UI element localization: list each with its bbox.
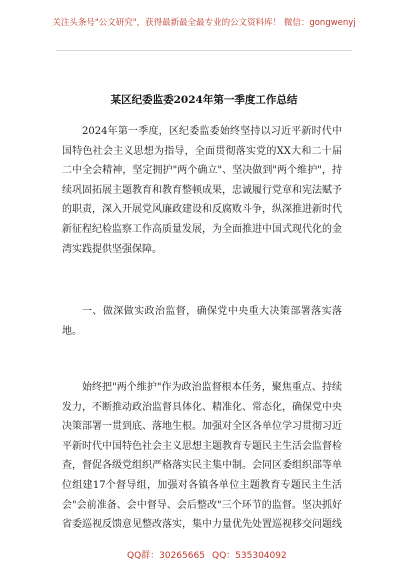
footer-contact xyxy=(0,548,408,562)
header-promo-banner: 关注头条号"公文研究"，获得最新最全最专业的公文资料库！ 微信：gongwenyj xyxy=(52,18,356,28)
paragraph-political-supervision: 始终把"两个维护"作为政治监督根本任务，聚焦重点、持续发力，不断推动政治监督具体化、精准化、常态化，确保党中央决策部署一贯到底、落地生根。加强对全区各单位学习贯彻习近平新时代中国特色社会主义思想主题教育专题民主生活会监督检查，督促各级党组织严格落实民主集中制。会同区委组织部等单位组建17个督导组，加强对各镇各单位主题教育专题民主生活会"会前准备、会中督导、会后整改"三个环节的监督。坚决抓好省委巡视反馈意见整改落实，集中力量优先处置巡视移交问题线 xyxy=(62,382,342,531)
document-title: 某区纪委监委2024年第一季度工作总结 xyxy=(110,94,298,106)
footer-qq-contact: QQ：535304092 xyxy=(212,551,287,561)
footer-qq-group: QQ群：30265665 xyxy=(127,551,205,561)
paragraph-intro: 2024年第一季度，区纪委监委始终坚持以习近平新时代中国特色社会主义思想为指导，全面贯彻落实党的XX大和二十届二中全会精神，坚定拥护"两个确立"、坚决做到"两个维护"，持续巩固拓展主题教育和教育整顿成果，忠诚履行党章和宪法赋予的职责，深入开展党风廉政建设和反腐败斗争，纵深推进新时代新征程纪检监察工作高质量发展，为全面推进中国式现代化的金湾实践提供坚强保障。 xyxy=(62,126,342,255)
header-divider xyxy=(56,50,352,51)
section-heading-1: 一、做深做实政治监督，确保党中央重大决策部署落实落地。 xyxy=(62,306,342,337)
